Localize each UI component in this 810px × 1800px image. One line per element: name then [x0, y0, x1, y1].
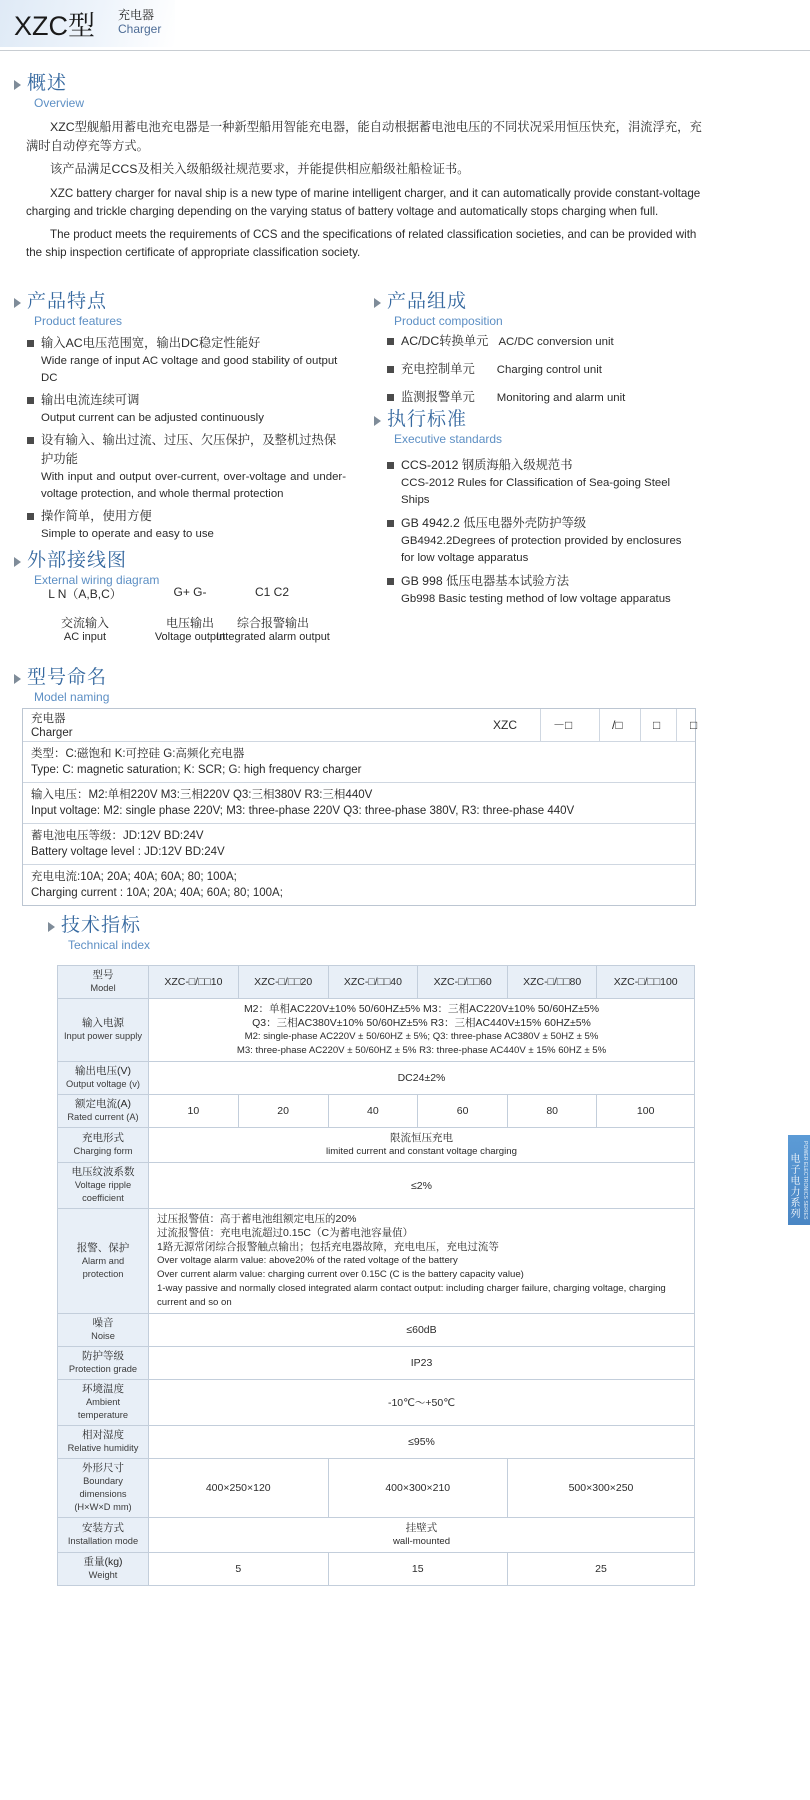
row-label-relative-humidity — [58, 1426, 149, 1459]
composition-item — [386, 360, 696, 380]
row-label-input-power — [58, 999, 149, 1062]
model-naming-heading-en: Model naming — [34, 690, 110, 704]
cell-noise: ≤60dB — [149, 1314, 695, 1347]
table-row — [58, 1459, 695, 1518]
model-naming-row-cn: 蓄电池电压等级：JD:12V BD:24V — [31, 830, 204, 842]
feature-label-en: Wide range of input AC voltage and good stability of output DC — [41, 355, 338, 384]
cell-rated-current: 60 — [418, 1095, 508, 1128]
model-naming-row — [23, 865, 695, 905]
model-naming-row — [23, 742, 695, 783]
model-naming-code-row — [23, 709, 698, 742]
composition-label-cn: 监测报警单元 — [401, 390, 475, 404]
section-heading-standards — [374, 404, 502, 446]
value-line: 1路无源常闭综合报警触点输出；包括充电器故障，充电电压，充电过流等 — [157, 1241, 499, 1253]
row-label-protection-grade — [58, 1347, 149, 1380]
model-naming-slot-2: /□ — [612, 718, 623, 732]
feature-label-en: With input and output over-current, over-voltage and under-voltage protection, and whole thermal protection — [41, 471, 346, 500]
standards-heading-cn: 执行标准 — [387, 409, 468, 430]
technical-heading-en: Technical index — [68, 938, 151, 952]
standard-item — [386, 572, 696, 608]
wiring-heading-en: External wiring diagram — [34, 573, 160, 587]
row-label-rated-current — [58, 1095, 149, 1128]
model-col-5: XZC-□/□□80 — [508, 966, 597, 999]
value-line: Over voltage alarm value: above20% of the rated voltage of the battery — [157, 1255, 458, 1266]
cell-ripple: ≤2% — [149, 1163, 695, 1209]
page-subtitle-en: Charger — [118, 22, 162, 36]
value-line: 过流报警值：充电电流超过0.15C（C为蓄电池容量值） — [157, 1227, 414, 1239]
wiring-terminal-alarm — [198, 614, 348, 643]
cell-installation — [149, 1518, 695, 1553]
composition-label-cn: 充电控制单元 — [401, 362, 475, 376]
triangle-icon — [48, 922, 55, 932]
cell-output-voltage: DC24±2% — [149, 1062, 695, 1095]
row-label-ambient-temperature — [58, 1380, 149, 1426]
model-naming-row — [23, 824, 695, 865]
feature-label-cn: 输入AC电压范围宽，输出DC稳定性能好 — [41, 336, 261, 350]
label-cn: 外形尺寸 — [82, 1462, 124, 1474]
cell-relative-humidity: ≤95% — [149, 1426, 695, 1459]
label-cn: 充电形式 — [82, 1132, 124, 1144]
standard-label-cn: GB 998 低压电器基本试验方法 — [401, 574, 570, 588]
wiring-terminal-ac — [30, 614, 140, 643]
table-row — [58, 1426, 695, 1459]
side-tab-en: POWER ELECTRONICS SERIES — [802, 1141, 808, 1220]
table-row-header — [58, 966, 695, 999]
table-row — [58, 1553, 695, 1586]
cell-input-power — [149, 999, 695, 1062]
cell-rated-current: 10 — [149, 1095, 239, 1128]
label-en: Installation mode — [67, 1536, 139, 1546]
value-line: 限流恒压充电 — [390, 1132, 453, 1144]
model-naming-row-cn: 输入电压：M2:单相220V M3:三相220V Q3:三相380V R3:三相440V — [31, 789, 373, 801]
label-cn: 安装方式 — [82, 1522, 124, 1534]
cell-dimensions: 500×300×250 — [508, 1459, 695, 1518]
cell-rated-current: 80 — [508, 1095, 597, 1128]
side-tab-cn: 电子电力系列 — [788, 1153, 799, 1220]
cell-alarm — [149, 1209, 695, 1314]
value-line: M2: single-phase AC220V ± 50/60HZ ± 5%; Q3: three-phase AC380V ± 50HZ ± 5% — [244, 1031, 599, 1042]
model-naming-code: XZC — [493, 718, 517, 732]
row-label-charging-form — [58, 1128, 149, 1163]
cell-rated-current: 100 — [597, 1095, 695, 1128]
feature-item — [26, 391, 346, 427]
overview-heading-cn: 概述 — [27, 73, 68, 94]
feature-item — [26, 507, 346, 543]
label-en: Weight — [88, 1570, 118, 1580]
table-row — [58, 1380, 695, 1426]
triangle-icon — [374, 416, 381, 426]
label-en: Boundary dimensions (H×W×D mm) — [74, 1476, 132, 1512]
technical-heading-cn: 技术指标 — [61, 915, 142, 936]
standard-label-en: CCS-2012 Rules for Classification of Sea-going Steel Ships — [401, 477, 671, 506]
row-label-output-voltage — [58, 1062, 149, 1095]
row-label-installation — [58, 1518, 149, 1553]
section-heading-composition — [374, 286, 503, 328]
cell-rated-current: 20 — [238, 1095, 328, 1128]
features-heading-cn: 产品特点 — [27, 291, 108, 312]
triangle-icon — [14, 674, 21, 684]
model-naming-row-en: Charging current : 10A; 20A; 40A; 60A; 80; 100A; — [31, 887, 283, 899]
row-label-noise — [58, 1314, 149, 1347]
label-en: Ambient temperature — [77, 1397, 129, 1420]
cell-rated-current: 40 — [328, 1095, 418, 1128]
standards-heading-en: Executive standards — [394, 432, 503, 446]
section-heading-technical — [48, 910, 150, 952]
standard-item — [386, 456, 696, 509]
model-naming-product-cn: 充电器 — [31, 713, 66, 725]
wiring-terminal-code-alarm: C1 C2 — [254, 585, 289, 599]
cell-weight: 5 — [149, 1553, 329, 1586]
page-subtitle-cn: 充电器 — [118, 8, 155, 22]
page-title-cn: XZC型 — [14, 11, 95, 41]
composition-label-en: AC/DC conversion unit — [498, 336, 614, 348]
wiring-label-en: Voltage output — [154, 631, 226, 643]
feature-item — [26, 431, 346, 503]
value-line: 过压报警值：高于蓄电池组额定电压的20% — [157, 1213, 357, 1225]
model-naming-slot-4: □ — [690, 718, 698, 732]
model-col-2: XZC-□/□□20 — [238, 966, 328, 999]
model-naming-row — [23, 783, 695, 824]
model-naming-product-en: Charger — [31, 727, 73, 739]
label-en: Relative humidity — [67, 1443, 139, 1453]
feature-label-cn: 操作简单，使用方便 — [41, 509, 152, 523]
header-divider — [0, 50, 810, 51]
side-tab — [788, 1135, 810, 1225]
section-heading-model-naming — [14, 662, 109, 704]
table-row — [58, 1095, 695, 1128]
value-line: M3: three-phase AC220V ± 50/60HZ ± 5% R3: three-phase AC440V ± 15% 60HZ ± 5% — [236, 1045, 607, 1056]
table-row — [58, 999, 695, 1062]
model-naming-row-en: Battery voltage level : JD:12V BD:24V — [31, 846, 225, 858]
label-en: Rated current (A) — [67, 1112, 139, 1122]
model-naming-row-cn: 充电电流:10A; 20A; 40A; 60A; 80; 100A; — [31, 871, 237, 883]
label-cn: 相对湿度 — [82, 1429, 124, 1441]
value-line: 1-way passive and normally closed integrated alarm contact output: including charger failure, charging voltage, charging current and so on — [157, 1283, 666, 1308]
table-row — [58, 1062, 695, 1095]
standard-item — [386, 514, 696, 567]
wiring-terminal-code-ac: L N（A,B,C） — [48, 587, 122, 601]
divider — [676, 709, 677, 741]
composition-label-cn: AC/DC转换单元 — [401, 334, 489, 348]
model-naming-table — [22, 708, 696, 906]
composition-label-en: Monitoring and alarm unit — [496, 392, 626, 404]
label-en: Alarm and protection — [81, 1255, 125, 1279]
cell-dimensions: 400×250×120 — [149, 1459, 329, 1518]
value-line: 挂壁式 — [405, 1522, 438, 1534]
wiring-label-cn: 交流输入 — [60, 616, 109, 630]
label-cn: 防护等级 — [82, 1350, 124, 1362]
standard-label-en: GB4942.2Degrees of protection provided by enclosures for low voltage apparatus — [401, 535, 682, 564]
triangle-icon — [14, 80, 21, 90]
cell-ambient-temperature: -10℃～+50℃ — [149, 1380, 695, 1426]
label-en: Output voltage (v) — [66, 1079, 140, 1089]
row-label-weight — [58, 1553, 149, 1586]
wiring-terminal-code-dc: G+ G- — [173, 585, 207, 599]
table-row — [58, 1209, 695, 1314]
label-cn: 噪音 — [92, 1317, 114, 1329]
standard-label-en: Gb998 Basic testing method of low voltage apparatus — [401, 593, 671, 605]
page-subtitle — [118, 8, 161, 36]
composition-heading-en: Product composition — [394, 314, 503, 328]
model-naming-product — [31, 712, 73, 740]
overview-paragraph-1: XZC型舰船用蓄电池充电器是一种新型船用智能充电器，能自动根据蓄电池电压的不同状况采用恒压快充，涓流浮充，充满时自动停充等方式。 — [26, 120, 702, 153]
value-line: Q3：三相AC380V±10% 50/60HZ±5% R3：三相AC440V±15% 60HZ±5% — [252, 1017, 591, 1029]
model-naming-row-cn: 类型：C:磁饱和 K:可控硅 G:高频化充电器 — [31, 748, 245, 760]
table-row — [58, 1314, 695, 1347]
label-cn: 报警、保护 — [76, 1241, 130, 1254]
feature-label-cn: 设有输入、输出过流、过压、欠压保护，及整机过热保护功能 — [41, 433, 337, 466]
page-title — [14, 4, 95, 43]
value-line: M2：单相AC220V±10% 50/60HZ±5% M3：三相AC220V±10% 50/60HZ±5% — [243, 1003, 600, 1015]
cell-weight: 15 — [328, 1553, 508, 1586]
label-en: Protection grade — [68, 1364, 138, 1374]
overview-heading-en: Overview — [34, 96, 85, 110]
table-row — [58, 1163, 695, 1209]
divider — [640, 709, 641, 741]
label-cn: 输入电源 — [82, 1017, 124, 1029]
technical-index-table — [57, 965, 695, 1586]
feature-label-cn: 输出电流连续可调 — [41, 393, 140, 407]
model-naming-heading-cn: 型号命名 — [27, 667, 108, 688]
label-cn: 额定电流(A) — [75, 1098, 131, 1110]
features-heading-en: Product features — [34, 314, 123, 328]
label-en: Charging form — [73, 1146, 133, 1156]
model-naming-row-en: Input voltage: M2: single phase 220V; M3: three-phase 220V Q3: three-phase 380V, R3: three-phase 440V — [31, 805, 575, 817]
label-cn: 输出电压(V) — [75, 1065, 131, 1077]
feature-label-en: Output current can be adjusted continuously — [41, 412, 264, 424]
overview-paragraph-2: 该产品满足CCS及相关入级船级社规范要求，并能提供相应船级社船检证书。 — [50, 162, 470, 176]
row-label-alarm — [58, 1209, 149, 1314]
wiring-label-cn: 综合报警输出 — [236, 616, 309, 630]
table-row — [58, 1128, 695, 1163]
composition-label-en: Charging control unit — [496, 364, 602, 376]
page-header — [0, 0, 810, 52]
section-heading-overview — [14, 68, 84, 110]
label-cn: 电压纹波系数 — [71, 1166, 135, 1178]
row-label-ripple — [58, 1163, 149, 1209]
standard-label-cn: GB 4942.2 低压电器外壳防护等级 — [401, 516, 587, 530]
model-col-1: XZC-□/□□10 — [149, 966, 239, 999]
row-label-dimensions — [58, 1459, 149, 1518]
value-line: limited current and constant voltage charging — [326, 1146, 517, 1157]
wiring-heading-cn: 外部接线图 — [27, 550, 128, 571]
wiring-label-en: AC input — [63, 631, 107, 643]
model-naming-slot-1: －□ — [553, 718, 573, 732]
row-label-model — [58, 966, 149, 999]
triangle-icon — [14, 557, 21, 567]
cell-charging-form — [149, 1128, 695, 1163]
label-en: Model — [90, 983, 116, 993]
model-naming-slot-3: □ — [653, 718, 661, 732]
cell-dimensions: 400×300×210 — [328, 1459, 508, 1518]
overview-paragraph-4: The product meets the requirements of CCS and the specifications of related classification societies, and can be provided with the ship inspection certificate of appropriate classification society. — [26, 228, 697, 259]
section-heading-wiring — [14, 545, 159, 587]
model-col-6: XZC-□/□□100 — [597, 966, 695, 999]
label-en: Voltage ripple coefficient — [74, 1180, 132, 1203]
value-line: Over current alarm value: charging current over 0.15C (C is the battery capacity value) — [157, 1269, 524, 1280]
label-cn: 型号 — [92, 969, 114, 981]
value-line: wall-mounted — [392, 1536, 451, 1547]
label-cn: 重量(kg) — [83, 1556, 123, 1568]
triangle-icon — [374, 298, 381, 308]
label-en: Noise — [91, 1331, 115, 1341]
feature-item — [26, 334, 346, 387]
model-col-4: XZC-□/□□60 — [418, 966, 508, 999]
model-naming-row-en: Type: C: magnetic saturation; K: SCR; G: high frequency charger — [31, 764, 362, 776]
section-heading-features — [14, 286, 122, 328]
cell-protection-grade: IP23 — [149, 1347, 695, 1380]
divider — [599, 709, 600, 741]
overview-paragraph-3: XZC battery charger for naval ship is a new type of marine intelligent charger, and it can automatically provide constant-voltage charging and trickle charging depending on the varying status of battery voltage and automatically stops charging when full. — [26, 187, 701, 218]
triangle-icon — [14, 298, 21, 308]
composition-item — [386, 332, 696, 352]
wiring-label-en: Integrated alarm output — [216, 631, 330, 643]
table-row — [58, 1518, 695, 1553]
label-en: Input power supply — [63, 1031, 143, 1041]
wiring-label-cn: 电压输出 — [165, 616, 214, 630]
table-row — [58, 1347, 695, 1380]
standard-label-cn: CCS-2012 钢质海船入级规范书 — [401, 458, 573, 472]
divider — [540, 709, 541, 741]
label-cn: 环境温度 — [82, 1383, 124, 1395]
composition-heading-cn: 产品组成 — [387, 291, 468, 312]
cell-weight: 25 — [508, 1553, 695, 1586]
feature-label-en: Simple to operate and easy to use — [41, 528, 214, 540]
model-col-3: XZC-□/□□40 — [328, 966, 418, 999]
